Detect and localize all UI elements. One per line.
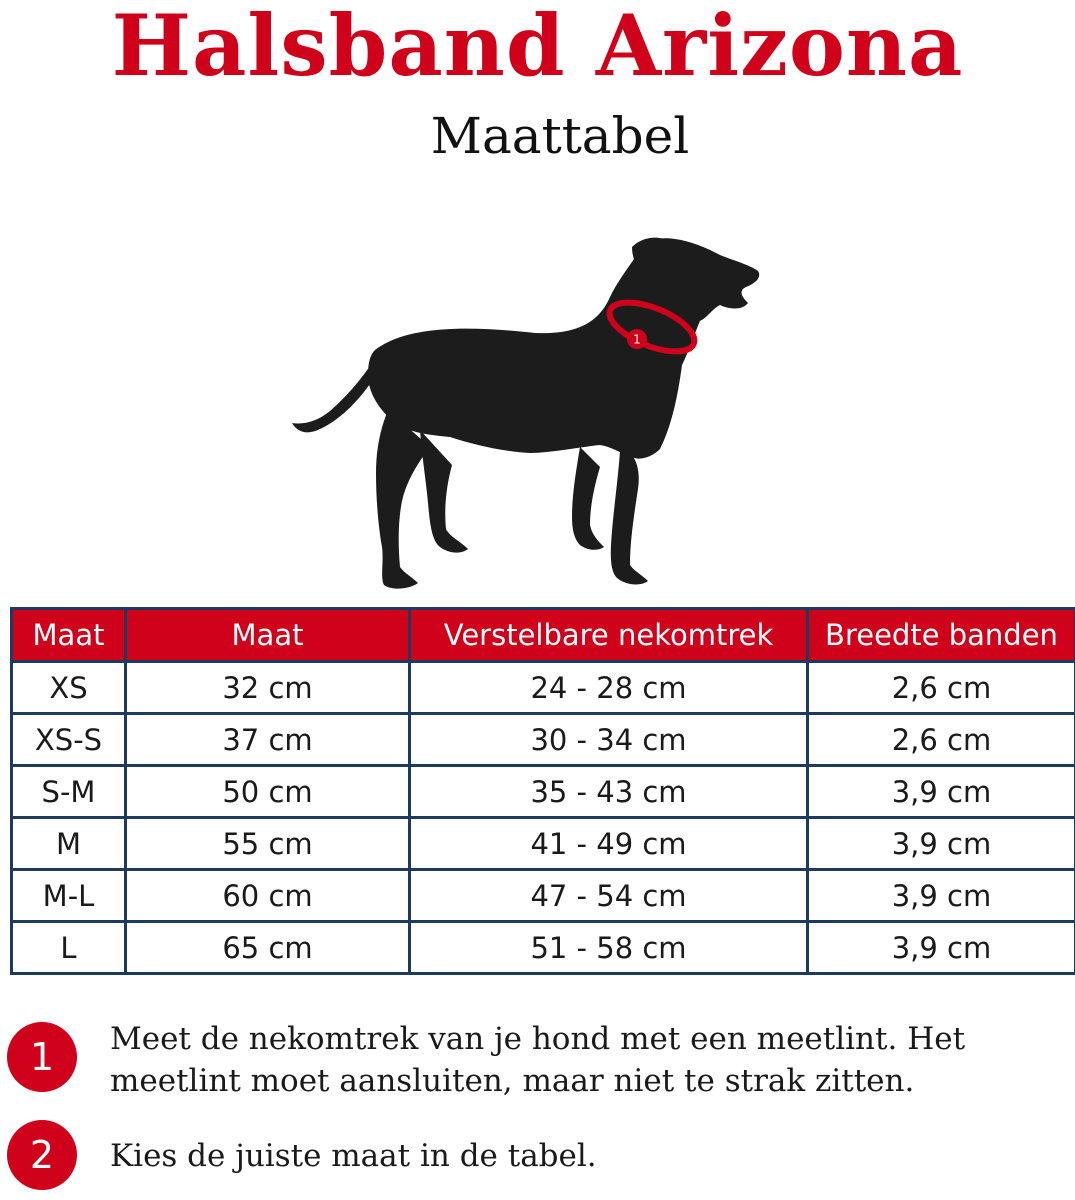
header-strap-width: Breedte banden [808,609,1075,662]
table-row [12,818,1075,870]
step-text: Kies de juiste maat in de tabel. [110,1138,597,1174]
cell-size: 55 cm [126,818,410,870]
measure-point-label: 1 [633,332,641,347]
cell-size-label: M [12,818,126,870]
size-table-header-row [12,609,1075,662]
table-row [12,662,1075,714]
cell-size-label: M-L [12,870,126,922]
cell-size: 65 cm [126,922,410,974]
cell-strap-width: 3,9 cm [808,818,1075,870]
instruction-step-1 [0,1018,1075,1108]
cell-size-label: XS-S [12,714,126,766]
cell-size: 37 cm [126,714,410,766]
cell-neck-range: 24 - 28 cm [410,662,808,714]
cell-neck-range: 30 - 34 cm [410,714,808,766]
cell-neck-range: 35 - 43 cm [410,766,808,818]
table-row [12,870,1075,922]
cell-neck-range: 47 - 54 cm [410,870,808,922]
cell-neck-range: 51 - 58 cm [410,922,808,974]
cell-size: 60 cm [126,870,410,922]
dog-silhouette-illustration [280,225,780,595]
table-row [12,922,1075,974]
header-size-label: Maat [12,609,126,662]
page-subtitle: Maattabel [430,107,690,165]
header-size: Maat [126,609,410,662]
cell-strap-width: 2,6 cm [808,662,1075,714]
cell-neck-range: 41 - 49 cm [410,818,808,870]
cell-size: 50 cm [126,766,410,818]
step-number-badge: 2 [7,1120,77,1190]
cell-size-label: L [12,922,126,974]
size-table [10,607,1075,975]
cell-size-label: S-M [12,766,126,818]
table-row [12,714,1075,766]
cell-strap-width: 2,6 cm [808,714,1075,766]
header-adjustable-neck: Verstelbare nekomtrek [410,609,808,662]
dog-silhouette [292,238,759,589]
cell-strap-width: 3,9 cm [808,766,1075,818]
cell-strap-width: 3,9 cm [808,922,1075,974]
table-row [12,766,1075,818]
cell-strap-width: 3,9 cm [808,870,1075,922]
cell-size-label: XS [12,662,126,714]
page-title: Halsband Arizona [111,0,964,95]
instruction-step-2 [0,1120,1075,1200]
step-number-badge: 1 [7,1022,77,1092]
step-text: Meet de nekomtrek van je hond met een meetlint. Het meetlint moet aansluiten, maar niet te strak zitten. [110,1021,966,1099]
cell-size: 32 cm [126,662,410,714]
